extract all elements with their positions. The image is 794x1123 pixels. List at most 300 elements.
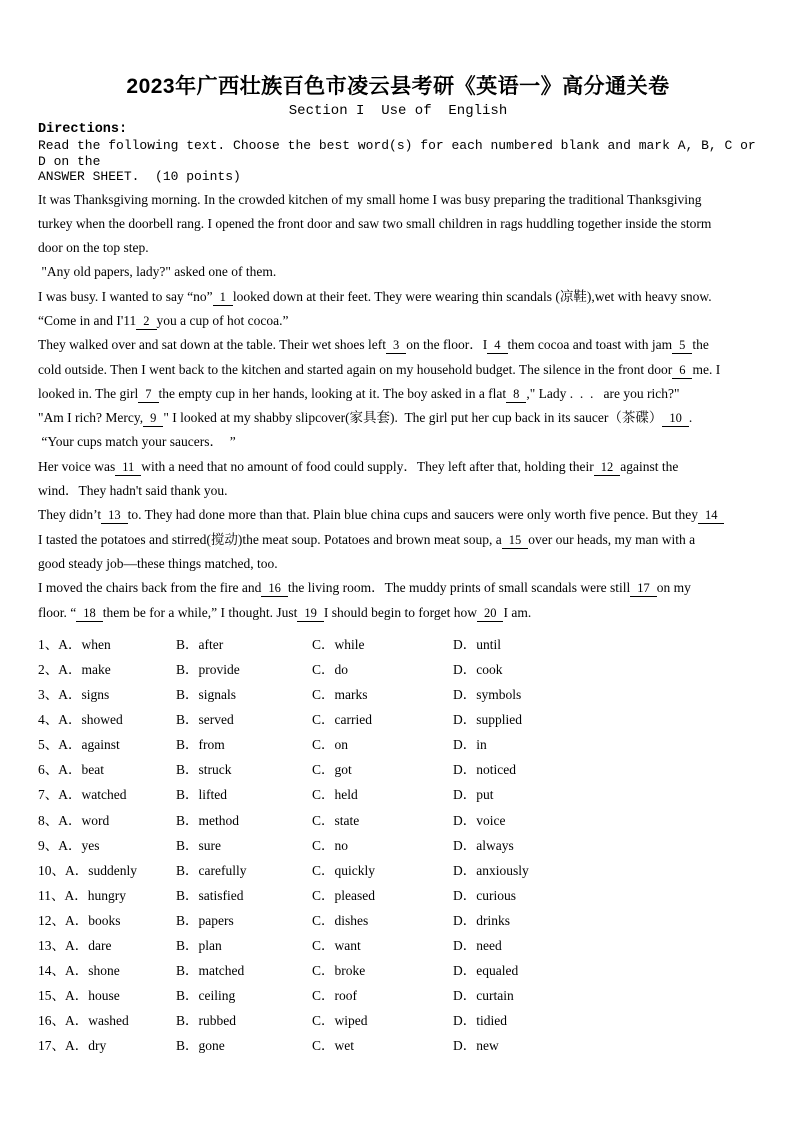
option-letter: B． <box>176 737 199 753</box>
blank-14: 14 <box>698 508 725 524</box>
question-6-option-a <box>38 757 176 782</box>
question-number: 17、 <box>38 1038 65 1054</box>
option-word: want <box>334 937 361 953</box>
question-number: 8、 <box>38 812 59 828</box>
option-letter: D． <box>453 812 477 828</box>
option-word: dare <box>88 937 112 953</box>
question-number: 9、 <box>38 837 59 853</box>
question-10-option-b <box>176 858 312 883</box>
question-row-16 <box>38 1008 758 1033</box>
question-number: 3、 <box>38 687 59 703</box>
option-letter: A． <box>65 1013 89 1029</box>
passage-line-7 <box>38 333 758 357</box>
option-letter: D． <box>453 636 477 652</box>
question-row-10 <box>38 858 758 883</box>
option-letter: D． <box>453 887 477 903</box>
question-number: 5、 <box>38 737 59 753</box>
question-row-1 <box>38 632 758 657</box>
option-word: wiped <box>334 1013 368 1029</box>
passage-line-18 <box>38 601 758 625</box>
question-number: 14、 <box>38 963 65 979</box>
question-row-6 <box>38 757 758 782</box>
question-row-8 <box>38 808 758 833</box>
option-letter: B． <box>176 812 199 828</box>
option-letter: A． <box>58 837 82 853</box>
option-letter: A． <box>58 737 82 753</box>
question-2-option-c <box>312 657 453 682</box>
passage-line-15 <box>38 528 758 552</box>
option-word: marks <box>334 687 368 703</box>
question-row-14 <box>38 958 758 983</box>
question-11-option-c <box>312 883 453 908</box>
question-3-option-d <box>453 682 758 707</box>
option-letter: B． <box>176 937 199 953</box>
passage-text: the empty cup in her hands, looking at it. The boy asked in a flat <box>158 385 507 401</box>
option-word: need <box>476 937 502 953</box>
passage-text: with a need that no amount of food could supply．They left after that, holding their <box>141 458 594 474</box>
option-word: symbols <box>476 687 522 703</box>
question-1-option-d <box>453 632 758 657</box>
blank-9: 9 <box>143 411 163 427</box>
question-16-option-b <box>176 1008 312 1033</box>
passage-text: on my <box>656 580 691 596</box>
passage-line-11 <box>38 430 758 454</box>
question-17-option-a <box>38 1033 176 1058</box>
question-number: 16、 <box>38 1013 65 1029</box>
option-word: do <box>334 661 349 677</box>
option-word: drinks <box>476 912 510 928</box>
passage-text: It was Thanksgiving morning. In the crowded kitchen of my small home I was busy preparing the traditional Thanksgiving <box>38 191 702 207</box>
option-word: curious <box>476 887 516 903</box>
question-number: 2、 <box>38 661 59 677</box>
blank-20: 20 <box>477 606 504 622</box>
question-17-option-b <box>176 1033 312 1058</box>
option-letter: A． <box>65 963 89 979</box>
option-word: served <box>198 712 234 728</box>
question-number: 6、 <box>38 762 59 778</box>
passage-text: floor. “ <box>38 604 77 620</box>
option-word: signs <box>81 687 110 703</box>
blank-4: 4 <box>487 338 507 354</box>
option-letter: A． <box>65 988 89 1004</box>
question-number: 1、 <box>38 636 59 652</box>
option-letter: A． <box>65 1038 89 1054</box>
passage-text: you a cup of hot cocoa.” <box>156 312 289 328</box>
passage-text: I moved the chairs back from the fire and <box>38 580 262 596</box>
question-2-option-d <box>453 657 758 682</box>
option-letter: B． <box>176 837 199 853</box>
passage-line-14 <box>38 503 758 527</box>
blank-18: 18 <box>76 606 103 622</box>
passage-text: good steady job—these things matched, too. <box>38 555 278 571</box>
passage-text: "Am I rich? Mercy, <box>38 410 144 426</box>
passage-text: door on the top step. <box>38 240 149 256</box>
passage-line-10 <box>38 406 758 430</box>
question-13-option-d <box>453 933 758 958</box>
option-letter: A． <box>58 687 82 703</box>
option-word: state <box>334 812 360 828</box>
option-word: yes <box>81 837 100 853</box>
option-letter: C． <box>312 837 335 853</box>
question-16-option-c <box>312 1008 453 1033</box>
question-14-option-d <box>453 958 758 983</box>
question-2-option-a <box>38 657 176 682</box>
option-word: held <box>334 787 358 803</box>
question-9-option-a <box>38 833 176 858</box>
option-letter: B． <box>176 636 199 652</box>
question-row-15 <box>38 983 758 1008</box>
option-word: sure <box>198 837 222 853</box>
option-word: in <box>476 737 487 753</box>
passage-text: against the <box>620 458 679 474</box>
passage-text: They walked over and sat down at the table. Their wet shoes left <box>38 337 387 353</box>
passage-text: . <box>688 410 693 426</box>
passage-line-5 <box>38 285 758 309</box>
option-word: anxiously <box>476 862 529 878</box>
page-title: 2023年广西壮族百色市凌云县考研《英语一》高分通关卷 <box>126 75 670 98</box>
option-word: quickly <box>334 862 376 878</box>
passage-line-17 <box>38 576 758 600</box>
option-word: supplied <box>476 712 522 728</box>
question-4-option-b <box>176 707 312 732</box>
passage-text: " I looked at my shabby slipcover(家具套). The girl put her cup back in its saucer（茶碟） <box>163 410 663 426</box>
question-16-option-a <box>38 1008 176 1033</box>
option-word: after <box>198 636 224 652</box>
option-letter: B． <box>176 762 199 778</box>
question-row-3 <box>38 682 758 707</box>
option-word: voice <box>476 812 506 828</box>
option-word: tidied <box>476 1013 507 1029</box>
blank-2: 2 <box>136 314 156 330</box>
passage-text: me. I <box>692 361 721 377</box>
question-5-option-d <box>453 732 758 757</box>
option-letter: B． <box>176 787 199 803</box>
question-15-option-a <box>38 983 176 1008</box>
passage-line-3 <box>38 236 758 260</box>
question-row-4 <box>38 707 758 732</box>
option-letter: C． <box>312 963 335 979</box>
option-letter: C． <box>312 887 335 903</box>
option-letter: A． <box>58 812 82 828</box>
question-5-option-a <box>38 732 176 757</box>
passage-line-12 <box>38 455 758 479</box>
option-word: got <box>334 762 352 778</box>
blank-5: 5 <box>672 338 692 354</box>
question-number: 12、 <box>38 912 65 928</box>
blank-3: 3 <box>386 338 406 354</box>
question-14-option-a <box>38 958 176 983</box>
option-letter: A． <box>65 937 89 953</box>
question-12-option-b <box>176 908 312 933</box>
option-letter: C． <box>312 762 335 778</box>
option-letter: D． <box>453 787 477 803</box>
option-letter: B． <box>176 1038 199 1054</box>
option-word: showed <box>81 712 123 728</box>
option-word: house <box>88 988 120 1004</box>
question-12-option-a <box>38 908 176 933</box>
cloze-passage <box>38 188 758 625</box>
question-number: 10、 <box>38 862 65 878</box>
question-13-option-b <box>176 933 312 958</box>
question-12-option-d <box>453 908 758 933</box>
question-row-7 <box>38 782 758 807</box>
passage-text: the living room．The muddy prints of small scandals were still <box>287 580 631 596</box>
option-letter: B． <box>176 912 199 928</box>
passage-text: to. They had done more than that. Plain blue china cups and saucers were only worth five pence. But they <box>127 507 698 523</box>
blank-12: 12 <box>594 460 621 476</box>
option-letter: D． <box>453 737 477 753</box>
question-7-option-a <box>38 782 176 807</box>
option-word: from <box>198 737 225 753</box>
question-3-option-b <box>176 682 312 707</box>
question-3-option-a <box>38 682 176 707</box>
option-word: shone <box>88 963 120 979</box>
option-word: beat <box>81 762 104 778</box>
question-14-option-b <box>176 958 312 983</box>
option-word: while <box>334 636 365 652</box>
option-word: roof <box>334 988 358 1004</box>
option-word: until <box>476 636 502 652</box>
option-word: matched <box>198 963 245 979</box>
blank-8: 8 <box>506 387 526 403</box>
option-letter: C． <box>312 687 335 703</box>
passage-text: I am. <box>503 604 532 620</box>
option-letter: C． <box>312 812 335 828</box>
question-8-option-a <box>38 808 176 833</box>
option-word: method <box>198 812 240 828</box>
option-word: no <box>334 837 349 853</box>
option-letter: D． <box>453 912 477 928</box>
option-word: rubbed <box>198 1013 237 1029</box>
blank-1: 1 <box>213 290 233 306</box>
passage-line-1 <box>38 188 758 212</box>
question-number: 7、 <box>38 787 59 803</box>
question-15-option-b <box>176 983 312 1008</box>
question-row-2 <box>38 657 758 682</box>
question-8-option-c <box>312 808 453 833</box>
option-word: watched <box>81 787 127 803</box>
question-number: 11、 <box>38 887 65 903</box>
option-letter: B． <box>176 988 199 1004</box>
question-3-option-c <box>312 682 453 707</box>
passage-line-16 <box>38 552 758 576</box>
passage-text: “Come in and I'11 <box>38 312 137 328</box>
option-word: signals <box>198 687 237 703</box>
option-letter: A． <box>58 661 82 677</box>
passage-text: on the floor．I <box>406 337 488 353</box>
option-word: dry <box>88 1038 107 1054</box>
passage-text: looked down at their feet. They were wearing thin scandals (凉鞋),wet with heavy snow. <box>232 288 712 304</box>
option-word: curtain <box>476 988 514 1004</box>
blank-17: 17 <box>630 581 657 597</box>
question-7-option-c <box>312 782 453 807</box>
question-number: 15、 <box>38 988 65 1004</box>
option-letter: A． <box>65 912 89 928</box>
passage-text: cold outside. Then I went back to the kitchen and started again on my household budget. The silence in the front door <box>38 361 673 377</box>
question-9-option-b <box>176 833 312 858</box>
option-letter: D． <box>453 687 477 703</box>
option-letter: A． <box>64 887 88 903</box>
question-2-option-b <box>176 657 312 682</box>
passage-text: them be for a while,” I thought. Just <box>102 604 298 620</box>
passage-text: them cocoa and toast with jam <box>507 337 673 353</box>
question-1-option-b <box>176 632 312 657</box>
question-4-option-d <box>453 707 758 732</box>
passage-line-9 <box>38 382 758 406</box>
question-13-option-c <box>312 933 453 958</box>
question-5-option-b <box>176 732 312 757</box>
option-letter: D． <box>453 712 477 728</box>
option-letter: A． <box>58 762 82 778</box>
question-10-option-c <box>312 858 453 883</box>
blank-6: 6 <box>672 363 692 379</box>
option-letter: B． <box>176 963 199 979</box>
section-heading: Section I Use of English <box>288 103 508 119</box>
option-word: washed <box>88 1013 129 1029</box>
option-word: always <box>476 837 514 853</box>
passage-text: turkey when the doorbell rang. I opened the front door and saw two small children in rags huddling together inside the storm <box>38 215 712 231</box>
option-word: satisfied <box>198 887 244 903</box>
option-letter: A． <box>65 862 89 878</box>
question-10-option-d <box>453 858 758 883</box>
option-letter: C． <box>312 1038 335 1054</box>
option-word: equaled <box>476 963 519 979</box>
option-word: plan <box>198 937 222 953</box>
option-letter: D． <box>453 862 477 878</box>
option-word: carried <box>334 712 372 728</box>
option-word: against <box>81 737 120 753</box>
passage-line-13 <box>38 479 758 503</box>
question-number: 4、 <box>38 712 59 728</box>
passage-line-6 <box>38 309 758 333</box>
question-13-option-a <box>38 933 176 958</box>
question-row-9 <box>38 833 758 858</box>
question-1-option-c <box>312 632 453 657</box>
option-letter: B． <box>176 661 199 677</box>
option-word: wet <box>334 1038 355 1054</box>
option-letter: C． <box>312 912 335 928</box>
question-15-option-c <box>312 983 453 1008</box>
question-6-option-c <box>312 757 453 782</box>
question-4-option-a <box>38 707 176 732</box>
option-letter: B． <box>176 1013 199 1029</box>
passage-text: the <box>692 337 709 353</box>
option-letter: D． <box>453 762 477 778</box>
blank-13: 13 <box>101 508 128 524</box>
option-letter: B． <box>176 862 199 878</box>
option-word: suddenly <box>88 862 137 878</box>
option-letter: A． <box>58 787 82 803</box>
question-9-option-d <box>453 833 758 858</box>
option-word: provide <box>198 661 240 677</box>
passage-text: ," Lady . . . are you rich?" <box>526 385 680 401</box>
question-12-option-c <box>312 908 453 933</box>
passage-line-4 <box>38 260 758 284</box>
passage-text: I was busy. I wanted to say “no” <box>38 288 213 304</box>
option-letter: D． <box>453 988 477 1004</box>
question-11-option-a <box>38 883 176 908</box>
option-letter: B． <box>176 687 199 703</box>
option-letter: D． <box>453 963 477 979</box>
option-word: put <box>476 787 494 803</box>
passage-text: looked in. The girl <box>38 385 139 401</box>
option-word: ceiling <box>198 988 236 1004</box>
option-word: word <box>81 812 110 828</box>
option-word: pleased <box>334 887 375 903</box>
question-15-option-d <box>453 983 758 1008</box>
question-6-option-b <box>176 757 312 782</box>
question-1-option-a <box>38 632 176 657</box>
question-14-option-c <box>312 958 453 983</box>
option-word: cook <box>476 661 503 677</box>
option-letter: D． <box>453 1013 477 1029</box>
question-5-option-c <box>312 732 453 757</box>
passage-text: wind．They hadn't said thank you. <box>38 483 228 499</box>
question-11-option-b <box>176 883 312 908</box>
option-letter: B． <box>176 712 199 728</box>
question-row-11 <box>38 883 758 908</box>
option-letter: C． <box>312 937 335 953</box>
question-8-option-b <box>176 808 312 833</box>
blank-16: 16 <box>261 581 288 597</box>
option-word: new <box>476 1038 499 1054</box>
passage-text: Her voice was <box>38 458 116 474</box>
question-list <box>38 632 758 1059</box>
option-letter: D． <box>453 837 477 853</box>
directions-line-2: ANSWER SHEET. (10 points) <box>38 169 241 184</box>
option-word: papers <box>198 912 234 928</box>
question-9-option-c <box>312 833 453 858</box>
directions-line-1: Read the following text. Choose the best word(s) for each numbered blank and mark A, B, C or D on the <box>38 138 764 169</box>
passage-text: I should begin to forget how <box>323 604 477 620</box>
question-row-5 <box>38 732 758 757</box>
option-word: lifted <box>198 787 228 803</box>
option-word: struck <box>198 762 232 778</box>
option-word: books <box>88 912 121 928</box>
option-word: hungry <box>87 887 126 903</box>
question-17-option-c <box>312 1033 453 1058</box>
option-letter: C． <box>312 787 335 803</box>
option-letter: C． <box>312 862 335 878</box>
option-letter: C． <box>312 661 335 677</box>
passage-text: They didn’t <box>38 507 102 523</box>
blank-15: 15 <box>502 533 529 549</box>
option-letter: D． <box>453 661 477 677</box>
option-letter: A． <box>58 712 82 728</box>
option-word: on <box>334 737 349 753</box>
question-row-17 <box>38 1033 758 1058</box>
question-row-12 <box>38 908 758 933</box>
option-word: noticed <box>476 762 516 778</box>
option-letter: C． <box>312 1013 335 1029</box>
option-word: broke <box>334 963 366 979</box>
passage-line-8 <box>38 358 758 382</box>
blank-10: 10 <box>662 411 689 427</box>
option-letter: A． <box>58 636 82 652</box>
blank-7: 7 <box>138 387 158 403</box>
option-word: dishes <box>334 912 369 928</box>
option-letter: D． <box>453 1038 477 1054</box>
passage-text: "Any old papers, lady?" asked one of them. <box>38 264 277 280</box>
question-6-option-d <box>453 757 758 782</box>
question-row-13 <box>38 933 758 958</box>
passage-text: I tasted the potatoes and stirred(搅动)the meat soup. Potatoes and brown meat soup, a <box>38 531 502 547</box>
option-letter: B． <box>176 887 199 903</box>
option-word: gone <box>198 1038 225 1054</box>
question-7-option-d <box>453 782 758 807</box>
passage-text: over our heads, my man with a <box>528 531 696 547</box>
passage-text: “Your cups match your saucers． ” <box>38 434 236 450</box>
